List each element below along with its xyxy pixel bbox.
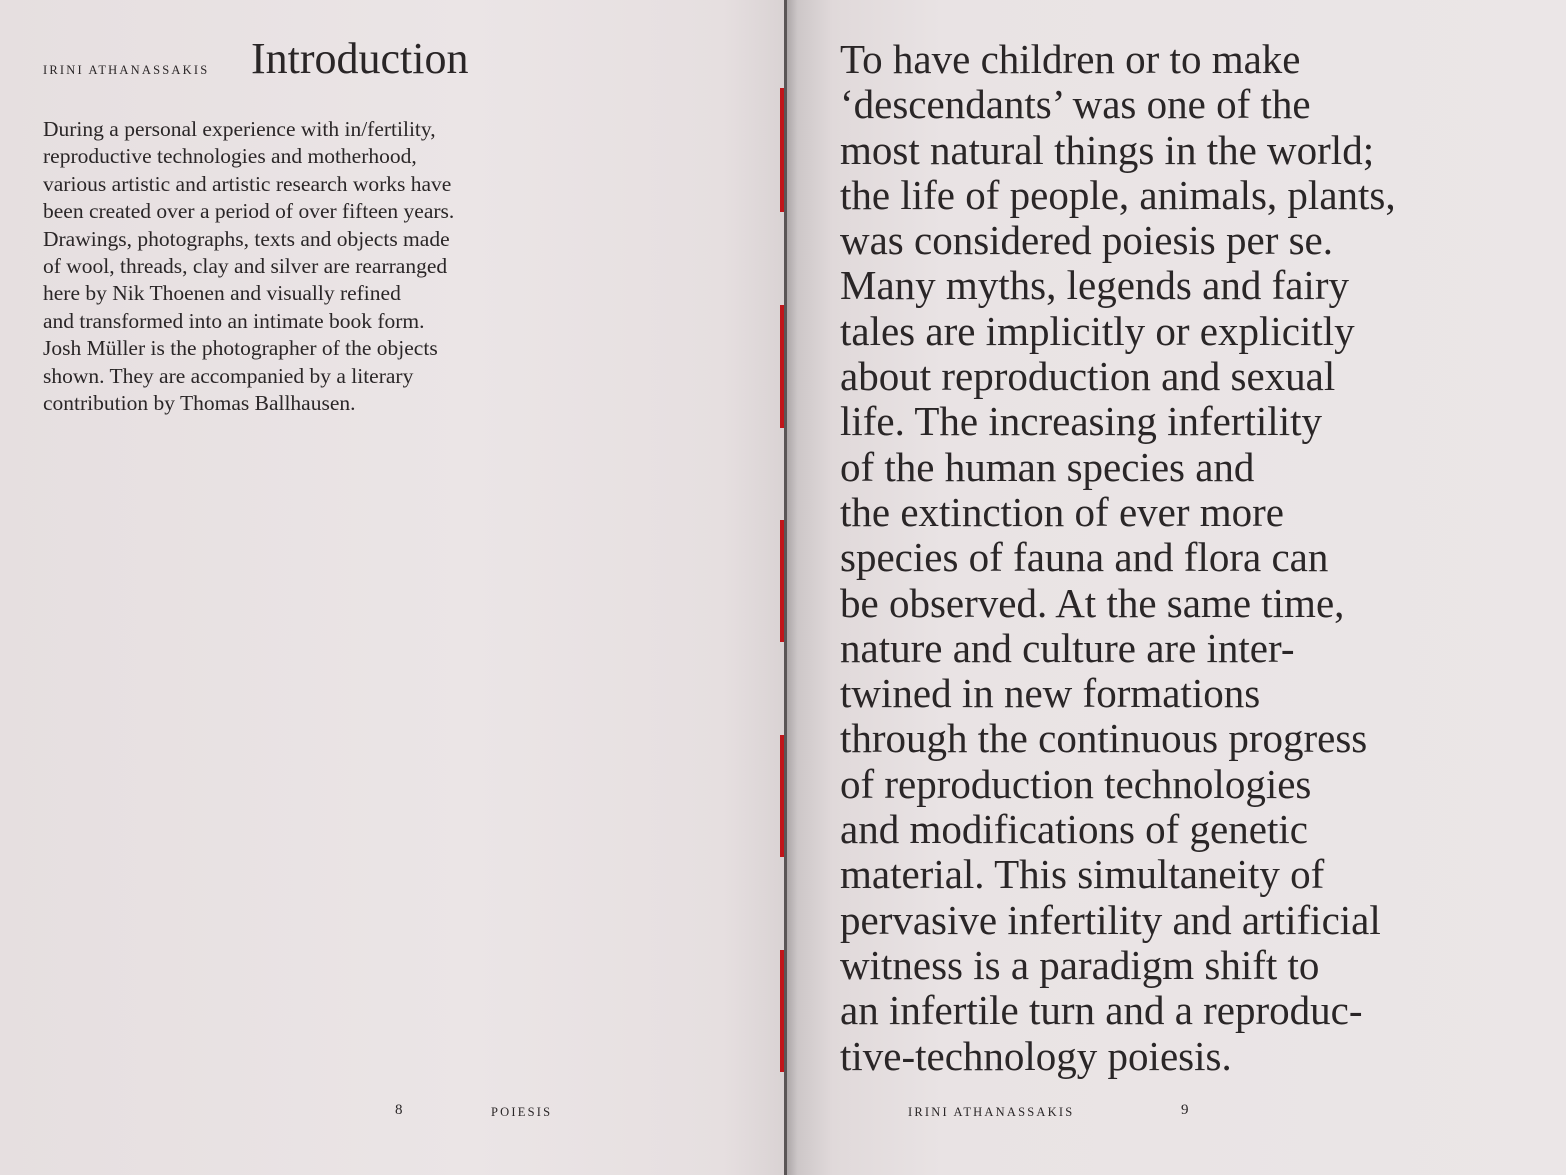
binding-stitch	[780, 950, 784, 1072]
page-title: Introduction	[251, 34, 469, 83]
text-line: of reproduction technologies	[840, 760, 1312, 807]
text-line: tive-technology poiesis.	[840, 1032, 1232, 1079]
text-line: During a personal experience with in/fertility,	[43, 117, 436, 141]
text-line: here by Nik Thoenen and visually refined	[43, 281, 401, 306]
text-line: contribution by Thomas Ballhausen.	[43, 391, 356, 416]
text-line: various artistic and artistic research works have	[43, 171, 452, 196]
text-line: through the continuous progress	[840, 715, 1368, 762]
text-line: twined in new formations	[840, 670, 1261, 717]
footer-left: POIESIS	[491, 1105, 553, 1119]
page-number-right: 9	[1181, 1102, 1189, 1118]
text-line: of wool, threads, clay and silver are rearranged	[43, 254, 448, 279]
page-number-left: 8	[395, 1102, 403, 1118]
text-line: shown. They are accompanied by a literary	[43, 363, 414, 388]
text-line: about reproduction and sexual	[840, 353, 1336, 400]
text-line: be observed. At the same time,	[840, 579, 1345, 626]
binding-stitch	[780, 735, 784, 857]
text-line: the extinction of ever more	[840, 488, 1284, 535]
text-line: species of fauna and flora can	[840, 534, 1329, 581]
text-line: and modifications of genetic	[840, 806, 1308, 853]
text-line: nature and culture are inter-	[840, 624, 1295, 671]
text-line: life. The increasing infertility	[840, 398, 1322, 445]
text-line: and transformed into an intimate book form.	[43, 308, 425, 333]
text-line: witness is a paradigm shift to	[840, 941, 1320, 988]
text-line: material. This simultaneity of	[840, 851, 1325, 898]
intro-paragraph	[43, 116, 454, 417]
text-line: pervasive infertility and artificial	[840, 896, 1381, 943]
text-line: To have children or to make	[840, 36, 1301, 82]
text-line: the life of people, animals, plants,	[840, 171, 1396, 218]
text-line: Drawings, photographs, texts and objects made	[43, 226, 450, 251]
text-line: was considered poiesis per se.	[840, 217, 1334, 264]
text-line: Many myths, legends and fairy	[840, 262, 1349, 309]
text-line: reproductive technologies and motherhood,	[43, 144, 417, 169]
text-line: of the human species and	[840, 443, 1255, 490]
text-line: most natural things in the world;	[840, 126, 1375, 173]
right-page	[786, 0, 1566, 1175]
main-paragraph	[840, 37, 1396, 1079]
binding-stitch	[780, 305, 784, 428]
book-spine	[784, 0, 787, 1175]
binding-stitch	[780, 520, 784, 642]
text-line: ‘descendants’ was one of the	[840, 81, 1311, 128]
text-line: an infertile turn and a reproduc-	[840, 987, 1363, 1034]
binding-stitch	[780, 88, 784, 212]
text-line: Josh Müller is the photographer of the objects	[43, 336, 438, 361]
running-head: IRINI ATHANASSAKIS	[43, 63, 210, 77]
text-line: been created over a period of over fifteen years.	[43, 199, 455, 224]
footer-right: IRINI ATHANASSAKIS	[908, 1105, 1075, 1119]
text-line: tales are implicitly or explicitly	[840, 307, 1355, 354]
